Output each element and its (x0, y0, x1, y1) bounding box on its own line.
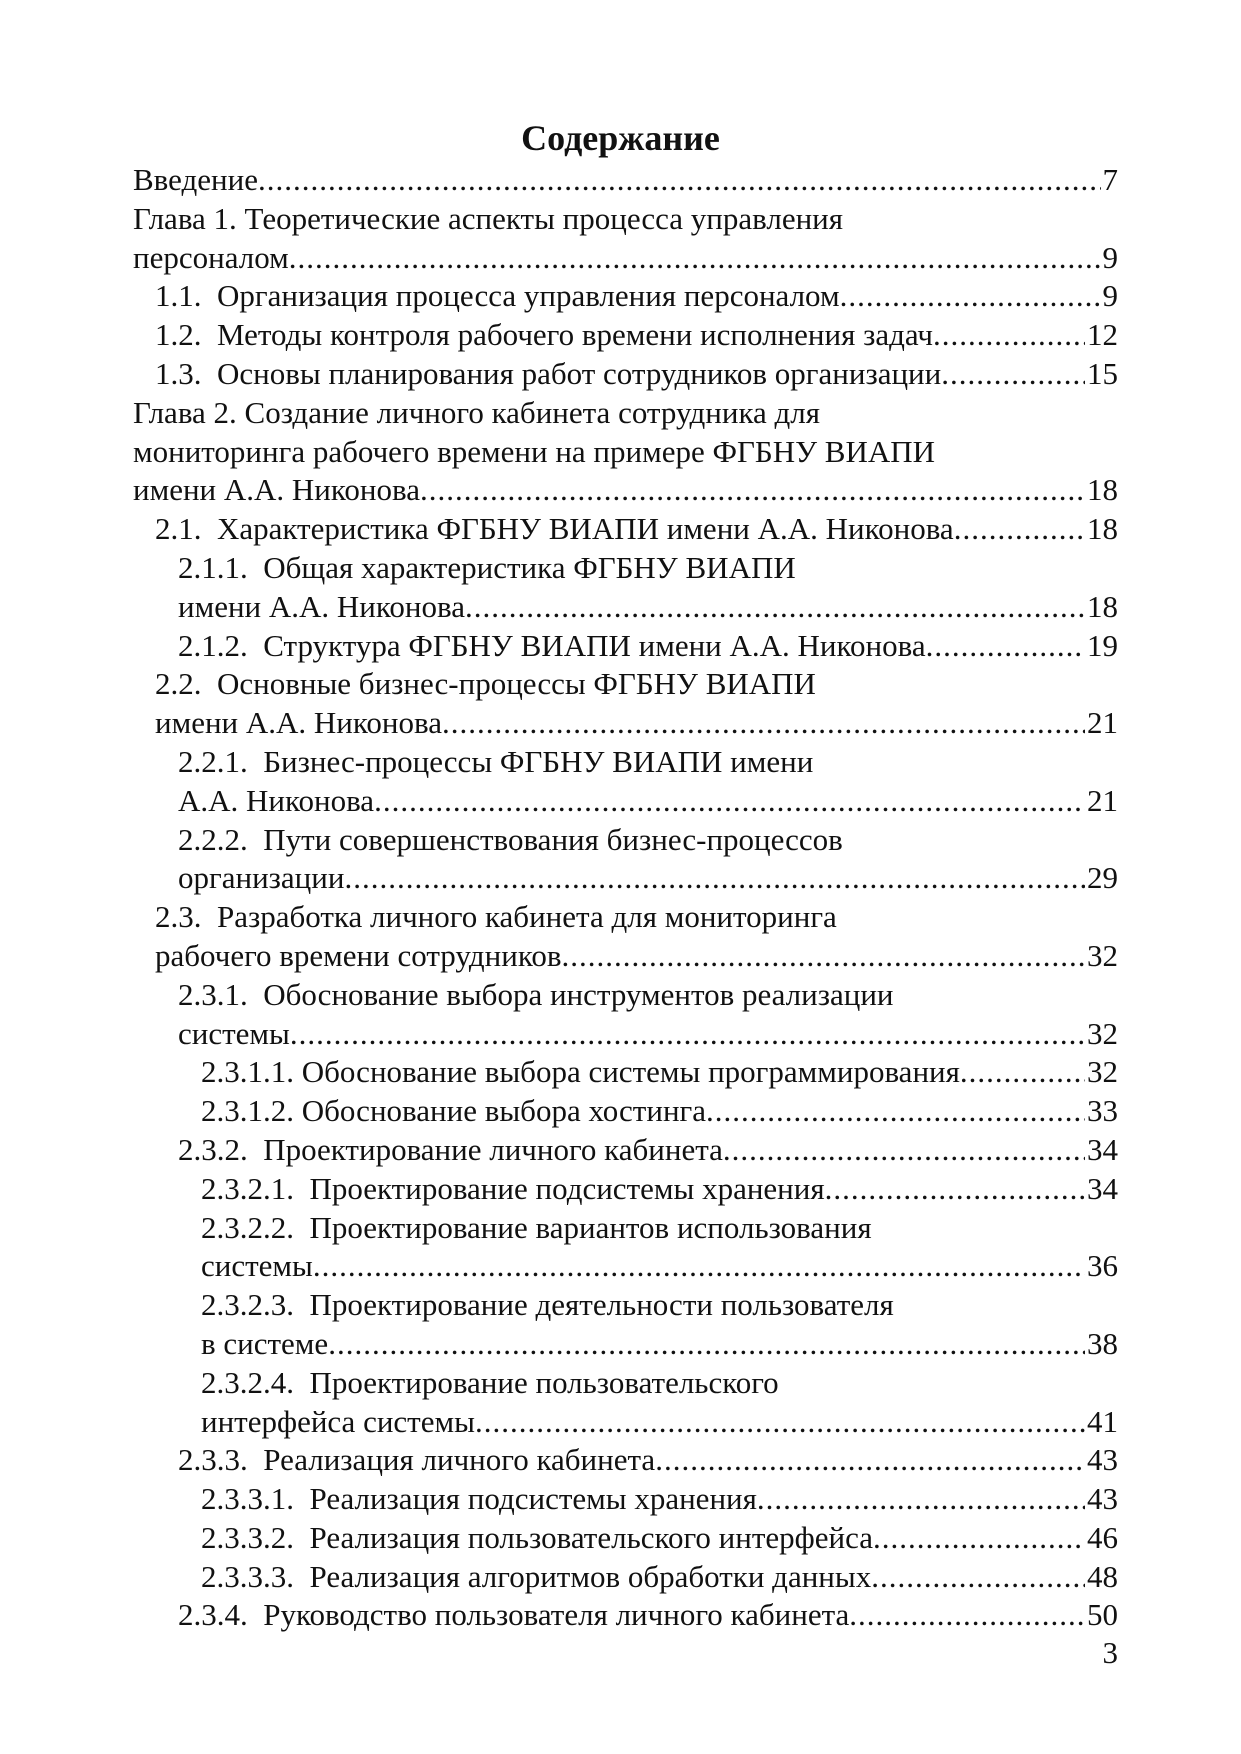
toc-label: Реализация подсистемы хранения (309, 1481, 757, 1517)
toc-label: Введение (133, 162, 258, 197)
toc-label: организации (178, 860, 345, 896)
toc-label: Разработка личного кабинета для мониторинга (217, 899, 837, 935)
toc-page: 50 (1087, 1597, 1118, 1633)
toc-entry-chapter-1-cont[interactable] (133, 239, 1118, 278)
toc-number: 2.3.2.3. (201, 1287, 294, 1323)
toc-leader (840, 277, 1101, 316)
toc-entry-2-3-1-cont[interactable] (133, 1015, 1118, 1054)
toc-number: 2.3.3. (178, 1442, 248, 1478)
toc-entry-2-3-3-1[interactable] (133, 1480, 1118, 1519)
toc-label: имени А.А. Никонова (155, 705, 442, 741)
toc-number: 2.2. (155, 666, 202, 702)
toc-leader (561, 937, 1085, 976)
toc-page: 15 (1087, 355, 1118, 391)
toc-label: системы (201, 1248, 313, 1284)
toc-entry-2-2-2[interactable] (133, 821, 1118, 860)
page-title: Содержание (521, 118, 720, 158)
toc-entry-2-2-1-cont[interactable] (133, 782, 1118, 821)
toc-label: Реализация алгоритмов обработки данных (309, 1558, 872, 1594)
toc-page: 33 (1087, 1093, 1118, 1129)
toc-page: 43 (1087, 1442, 1118, 1478)
toc-entry-2-1-1-cont[interactable] (133, 588, 1118, 627)
toc-number: 2.3.4. (178, 1597, 248, 1633)
toc-page: 41 (1087, 1403, 1118, 1439)
toc-entry-1-3[interactable] (133, 355, 1118, 394)
toc-entry-2-3-3[interactable] (133, 1441, 1118, 1480)
toc-entry-2-3-1-2[interactable] (133, 1092, 1118, 1131)
toc-page: 43 (1087, 1481, 1118, 1517)
toc-leader (941, 355, 1085, 394)
toc-label: Глава 2. Создание личного кабинета сотрудника для (133, 394, 821, 430)
toc-leader (849, 1596, 1085, 1635)
toc-label: Характеристика ФГБНУ ВИАПИ имени А.А. Никонова (217, 511, 954, 547)
toc-entry-2-1-1[interactable] (133, 549, 1118, 588)
toc-entry-intro[interactable] (133, 161, 1118, 200)
toc-entry-2-1-2[interactable] (133, 627, 1118, 666)
toc-entry-2-3-3-3[interactable] (133, 1558, 1118, 1597)
toc-label: Основы планирования работ сотрудников организации (217, 355, 942, 391)
toc-entry-2-2-2-cont[interactable] (133, 859, 1118, 898)
toc-leader (313, 1247, 1085, 1286)
toc-page: 18 (1087, 472, 1118, 508)
toc-label: персоналом (133, 239, 289, 275)
toc-label: Структура ФГБНУ ВИАПИ имени А.А. Никонова (263, 627, 926, 663)
toc-page: 18 (1087, 511, 1118, 547)
toc-number: 2.2.2. (178, 821, 248, 857)
toc-leader (757, 1480, 1085, 1519)
toc-leader (871, 1558, 1085, 1597)
toc-number: 2.3.2.4. (201, 1364, 294, 1400)
toc-page: 19 (1087, 627, 1118, 663)
toc-leader (374, 782, 1085, 821)
toc-label: Обоснование выбора системы программирования (301, 1054, 960, 1090)
toc-number: 2.2.1. (178, 743, 248, 779)
toc-entry-1-1[interactable] (133, 277, 1118, 316)
toc-entry-2-3-2-3-cont[interactable] (133, 1325, 1118, 1364)
toc-page: 48 (1087, 1558, 1118, 1594)
toc-label: в системе (201, 1325, 329, 1361)
toc-page: 38 (1087, 1325, 1118, 1361)
toc-leader (933, 316, 1085, 355)
toc-leader (825, 1170, 1085, 1209)
toc-number: 2.3.3.2. (201, 1519, 294, 1555)
toc-label: Проектирование пользовательского (309, 1364, 779, 1400)
toc-number: 2.3.1. (178, 976, 248, 1012)
toc-page: 21 (1087, 782, 1118, 818)
toc-page: 9 (1102, 239, 1118, 275)
toc-leader (655, 1441, 1085, 1480)
toc-label: интерфейса системы (201, 1403, 475, 1439)
toc-number: 2.3.1.1. (201, 1054, 294, 1090)
toc-number: 1.3. (155, 355, 202, 391)
toc-page: 34 (1087, 1131, 1118, 1167)
toc-entry-2-2-1[interactable] (133, 743, 1118, 782)
toc-page: 36 (1087, 1248, 1118, 1284)
toc-number: 2.3. (155, 899, 202, 935)
toc-leader (960, 1053, 1085, 1092)
toc-label: рабочего времени сотрудников (155, 937, 562, 973)
toc-entry-2-3-3-2[interactable] (133, 1519, 1118, 1558)
toc-leader (328, 1325, 1085, 1364)
toc-label: мониторинга рабочего времени на примере ФГБНУ ВИАПИ (133, 433, 936, 469)
toc-page: 32 (1087, 937, 1118, 973)
toc-leader (258, 161, 1101, 200)
toc-page: 46 (1087, 1519, 1118, 1555)
toc-leader (873, 1519, 1085, 1558)
toc-label: Реализация личного кабинета (263, 1442, 656, 1478)
toc-label: Глава 1. Теоретические аспекты процесса управления (133, 200, 844, 236)
toc-entry-chapter-2-cont[interactable] (133, 433, 1118, 472)
toc-label: Методы контроля рабочего времени исполнения задач (217, 317, 933, 353)
toc-entry-2-3-2-1[interactable] (133, 1170, 1118, 1209)
toc-number: 2.3.3.3. (201, 1558, 294, 1594)
toc-entry-2-2-cont[interactable] (133, 704, 1118, 743)
toc-entry-2-1[interactable] (133, 510, 1118, 549)
toc-entry-2-3-2-3[interactable] (133, 1286, 1118, 1325)
toc-label: Пути совершенствования бизнес-процессов (263, 821, 843, 857)
toc-label: Руководство пользователя личного кабинета (263, 1597, 850, 1633)
toc-label: системы (178, 1015, 290, 1051)
toc-page: 32 (1087, 1054, 1118, 1090)
toc-entry-2-3[interactable] (133, 898, 1118, 937)
toc-label: Обоснование выбора хостинга (301, 1093, 707, 1129)
toc-entry-chapter-2[interactable] (133, 394, 1118, 433)
toc-number: 1.2. (155, 317, 202, 353)
toc-entry-2-3-2-4-cont[interactable] (133, 1403, 1118, 1442)
toc-page: 12 (1087, 317, 1118, 353)
toc-number: 2.3.2.2. (201, 1209, 294, 1245)
toc-entry-chapter-1[interactable] (133, 200, 1118, 239)
toc-page: 21 (1087, 705, 1118, 741)
toc-number: 2.1.1. (178, 549, 248, 585)
toc-page: 9 (1102, 278, 1118, 314)
toc-leader (723, 1131, 1085, 1170)
table-of-contents (133, 161, 1118, 1635)
toc-label: Бизнес-процессы ФГБНУ ВИАПИ имени (263, 743, 814, 779)
toc-number: 2.3.2.1. (201, 1170, 294, 1206)
toc-entry-2-3-4[interactable] (133, 1596, 1118, 1635)
toc-number: 2.1.2. (178, 627, 248, 663)
toc-number: 1.1. (155, 278, 202, 314)
toc-entry-2-3-2[interactable] (133, 1131, 1118, 1170)
toc-leader (706, 1092, 1085, 1131)
toc-label: Проектирование вариантов использования (309, 1209, 872, 1245)
toc-leader (442, 704, 1085, 743)
toc-page: 18 (1087, 588, 1118, 624)
toc-label: Реализация пользовательского интерфейса (309, 1519, 873, 1555)
toc-page: 32 (1087, 1015, 1118, 1051)
toc-page: 29 (1087, 860, 1118, 896)
toc-entry-2-3-1[interactable] (133, 976, 1118, 1015)
toc-entry-2-3-1-1[interactable] (133, 1053, 1118, 1092)
toc-label: Основные бизнес-процессы ФГБНУ ВИАПИ (217, 666, 816, 702)
toc-entry-1-2[interactable] (133, 316, 1118, 355)
toc-entry-chapter-2-cont[interactable] (133, 471, 1118, 510)
toc-number: 2.3.3.1. (201, 1481, 294, 1517)
toc-entry-2-2[interactable] (133, 665, 1118, 704)
toc-entry-2-3-2-4[interactable] (133, 1364, 1118, 1403)
toc-leader (289, 239, 1101, 278)
toc-entry-2-3-2-2-cont[interactable] (133, 1247, 1118, 1286)
toc-label: Проектирование подсистемы хранения (309, 1170, 825, 1206)
toc-leader (290, 1015, 1085, 1054)
toc-label: Проектирование личного кабинета (263, 1131, 723, 1167)
toc-leader (475, 1403, 1085, 1442)
toc-leader (954, 510, 1085, 549)
page-number: 3 (1102, 1635, 1118, 1670)
toc-leader (926, 627, 1085, 666)
toc-label: А.А. Никонова (178, 782, 375, 818)
toc-label: имени А.А. Никонова (133, 472, 420, 508)
toc-leader (465, 588, 1085, 627)
toc-label: Проектирование деятельности пользователя (309, 1287, 894, 1323)
toc-label: Организация процесса управления персоналом (217, 278, 840, 314)
toc-label: Обоснование выбора инструментов реализации (263, 976, 894, 1012)
toc-label: имени А.А. Никонова (178, 588, 465, 624)
toc-entry-2-3-cont[interactable] (133, 937, 1118, 976)
toc-leader (420, 471, 1085, 510)
toc-page: 7 (1102, 162, 1118, 197)
toc-page: 34 (1087, 1170, 1118, 1206)
toc-number: 2.3.1.2. (201, 1093, 294, 1129)
toc-entry-2-3-2-2[interactable] (133, 1209, 1118, 1248)
toc-number: 2.1. (155, 511, 202, 547)
toc-label: Общая характеристика ФГБНУ ВИАПИ (263, 549, 796, 585)
toc-leader (344, 859, 1085, 898)
toc-number: 2.3.2. (178, 1131, 248, 1167)
